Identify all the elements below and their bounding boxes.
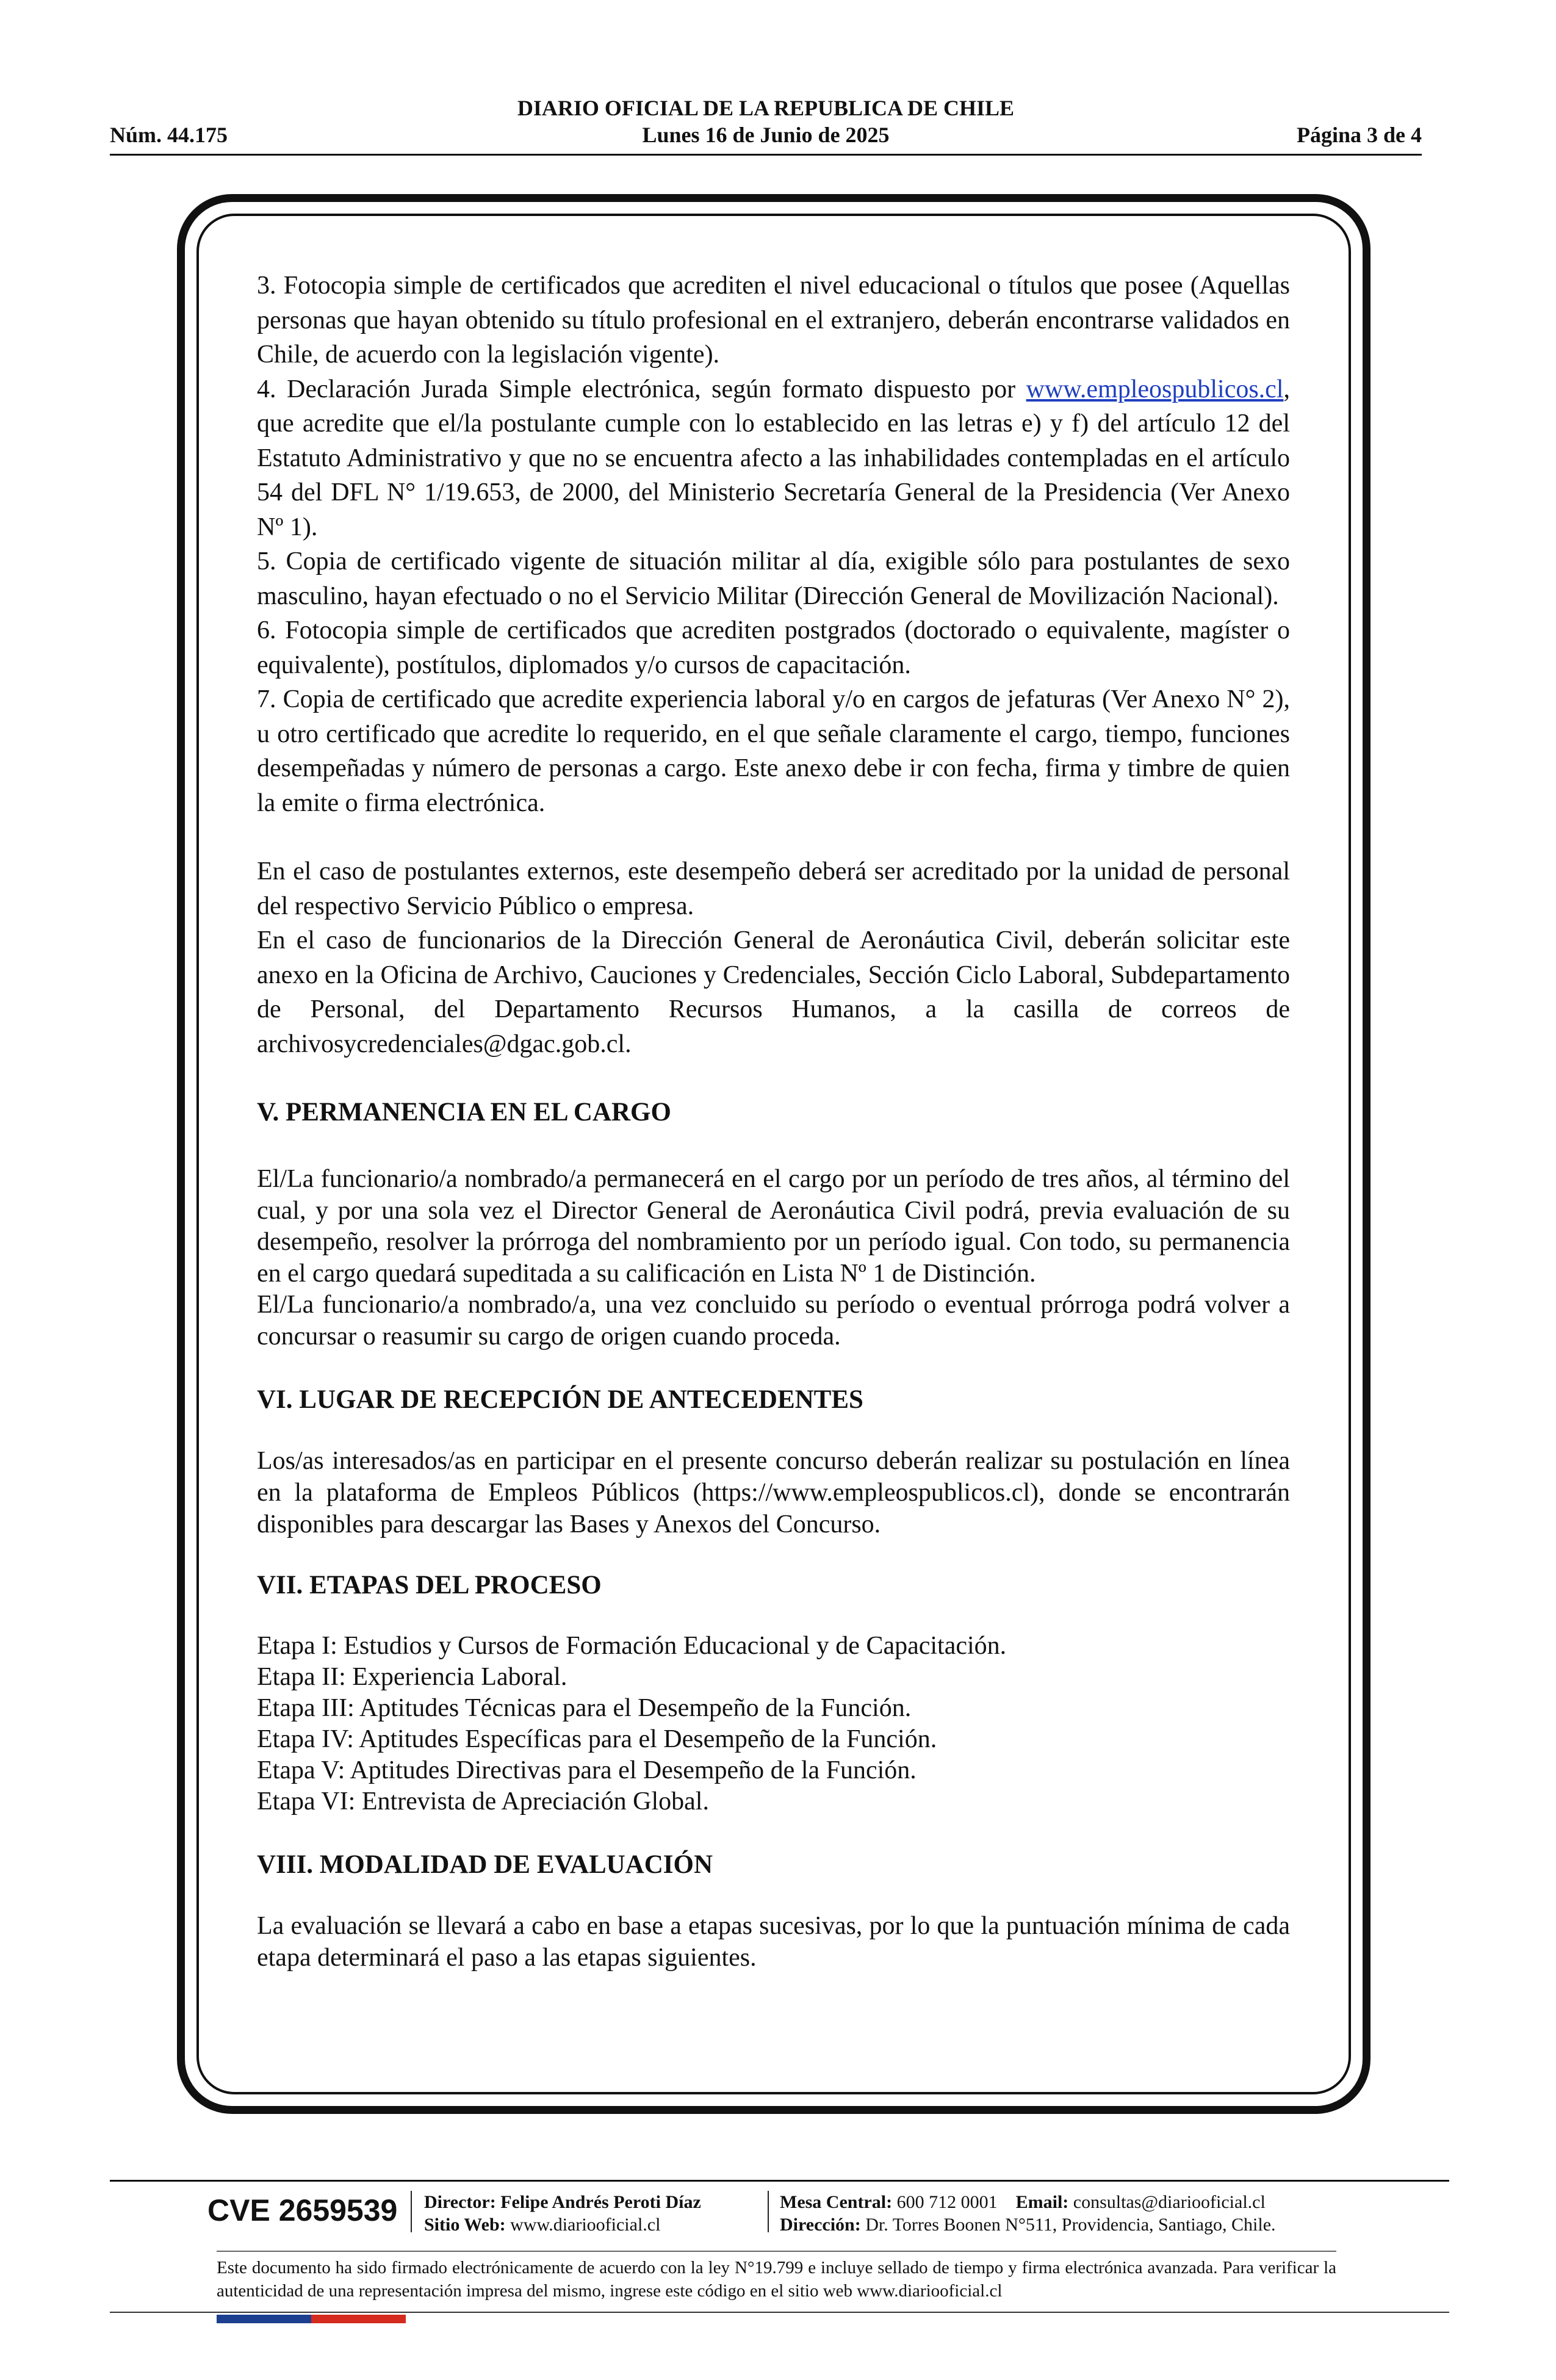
section-viii-paragraph: La evaluación se llevará a cabo en base a etapas sucesivas, por lo que la puntuación mínima de cada etapa determinará el paso a las etapas siguientes. — [257, 1912, 1290, 1972]
page-header — [110, 92, 1422, 153]
mesa-label: Mesa Central: — [780, 2192, 893, 2212]
section-v-paragraph-2: El/La funcionario/a nombrado/a, una vez concluido su período o eventual prórroga podrá volver a concursar o reasumir su cargo de origen cuando proceda. — [257, 1291, 1290, 1350]
section-vi-heading: VI. LUGAR DE RECEPCIÓN DE ANTECEDENTES — [257, 1385, 863, 1414]
document-body — [257, 269, 1290, 1974]
section-v-paragraph-1: El/La funcionario/a nombrado/a permanecerá en el cargo por un período de tres años, al término del cual, y por una sola vez el Director General de Aeronáutica Civil podrá, previa evaluación de su desempeño, resolver la prórroga del nombramiento por un período igual. Con todo, su permanencia en el cargo quedará supeditada a su calificación en Lista Nº 1 de Distinción. — [257, 1165, 1290, 1288]
requirement-item-7: 7. Copia de certificado que acredite experiencia laboral y/o en cargos de jefaturas (Ver Anexo N° 2), u otro certificado que acredite lo requerido, en el que señale claramente el cargo, tiempo, funciones desempeñadas y número de personas a cargo. Este anexo debe ir con fecha, firma y timbre de quien la emite o firma electrónica. — [257, 685, 1290, 817]
section-v-heading: V. PERMANENCIA EN EL CARGO — [257, 1098, 671, 1127]
header-divider — [110, 154, 1422, 156]
site-label: Sitio Web: — [424, 2215, 506, 2235]
electronic-signature-note: Este documento ha sido firmado electrónicamente de acuerdo con la ley N°19.799 e incluye sellado de tiempo y firma electrónica avanzada. Para verificar la autenticidad de una representación impresa del mismo, ingrese este código en el sitio web www.diariooficial.cl — [217, 2258, 1336, 2301]
cve-code: CVE 2659539 — [207, 2193, 398, 2227]
item-4-text-start: 4. Declaración Jurada Simple electrónica, según formato dispuesto por — [257, 375, 1026, 403]
email-label: Email: — [1015, 2192, 1069, 2212]
director-name: Felipe Andrés Peroti Díaz — [500, 2192, 701, 2212]
requirement-item-3: 3. Fotocopia simple de certificados que acrediten el nivel educacional o títulos que posee (Aquellas personas que hayan obtenido su título profesional en el extranjero, deberán encontrarse validados en Chile, de acuerdo con la legislación vigente). — [257, 272, 1290, 369]
item-4-text-end: , que acredite que el/la postulante cumple con lo establecido en las letras e) y f) del artículo 12 del Estatuto Administrativo y que no se encuentra afecto a las inhabilidades contempladas en el artículo 54 del DFL N° 1/19.653, de 2000, del Ministerio Secretaría General de la Presidencia (Ver Anexo Nº 1). — [257, 375, 1290, 541]
flag-stripe-blue — [217, 2315, 311, 2323]
footer-director-block — [424, 2191, 701, 2236]
section-viii-heading: VIII. MODALIDAD DE EVALUACIÓN — [257, 1850, 713, 1879]
flag-stripe-red — [311, 2315, 406, 2323]
requirement-item-6: 6. Fotocopia simple de certificados que acrediten postgrados (doctorado o equivalente, magíster o equivalente), postítulos, diplomados y/o cursos de capacitación. — [257, 616, 1290, 679]
stage-item: Etapa IV: Aptitudes Específicas para el Desempeño de la Función. — [257, 1725, 937, 1753]
issue-number: Núm. 44.175 — [110, 123, 228, 147]
footer-divider-middle — [217, 2251, 1336, 2252]
site-url[interactable]: www.diariooficial.cl — [510, 2215, 661, 2235]
email-address[interactable]: consultas@diariooficial.cl — [1073, 2192, 1266, 2212]
page-indicator: Página 3 de 4 — [1296, 123, 1422, 147]
footer-contact-block — [780, 2191, 1276, 2236]
stage-item: Etapa I: Estudios y Cursos de Formación Educacional y de Capacitación. — [257, 1632, 1007, 1660]
section-vi-paragraph: Los/as interesados/as en participar en el presente concurso deberán realizar su postulación en línea en la plataforma de Empleos Públicos (https://www.empleospublicos.cl), donde se encontrarán disponibles para descargar las Bases y Anexos del Concurso. — [257, 1447, 1290, 1538]
dgac-officials-paragraph: En el caso de funcionarios de la Dirección General de Aeronáutica Civil, deberán solicitar este anexo en la Oficina de Archivo, Cauciones y Credenciales, Sección Ciclo Laboral, Subdepartamento de Personal, del Departamento Recursos Humanos, a la casilla de correos de archivosycredenciales@dgac.gob.cl. — [257, 926, 1290, 1058]
external-applicants-paragraph: En el caso de postulantes externos, este desempeño deberá ser acreditado por la unidad de personal del respectivo Servicio Público o empresa. — [257, 857, 1290, 920]
stage-item: Etapa III: Aptitudes Técnicas para el Desempeño de la Función. — [257, 1694, 912, 1722]
issue-date: Lunes 16 de Junio de 2025 — [642, 123, 890, 147]
newspaper-title: DIARIO OFICIAL DE LA REPUBLICA DE CHILE — [517, 96, 1015, 120]
stage-item: Etapa VI: Entrevista de Apreciación Global. — [257, 1787, 709, 1816]
footer-divider-bottom — [110, 2312, 1449, 2313]
mesa-phone: 600 712 0001 — [896, 2192, 998, 2212]
stage-item: Etapa II: Experiencia Laboral. — [257, 1663, 567, 1691]
requirement-item-5: 5. Copia de certificado vigente de situación militar al día, exigible sólo para postulantes de sexo masculino, hayan efectuado o no el Servicio Militar (Dirección General de Movilización Nacional). — [257, 547, 1290, 610]
address-label: Dirección: — [780, 2215, 861, 2235]
director-label: Director: — [424, 2192, 496, 2212]
section-vii-heading: VII. ETAPAS DEL PROCESO — [257, 1571, 602, 1599]
address-value: Dr. Torres Boonen N°511, Providencia, Santiago, Chile. — [865, 2215, 1276, 2235]
stages-list — [257, 1631, 1290, 1817]
footer-separator — [411, 2191, 412, 2232]
empleos-publicos-link[interactable]: www.empleospublicos.cl — [1026, 375, 1284, 403]
stage-item: Etapa V: Aptitudes Directivas para el Desempeño de la Función. — [257, 1756, 917, 1784]
footer-separator — [768, 2191, 769, 2232]
requirement-item-4 — [257, 372, 1290, 545]
footer-divider-top — [110, 2180, 1449, 2182]
